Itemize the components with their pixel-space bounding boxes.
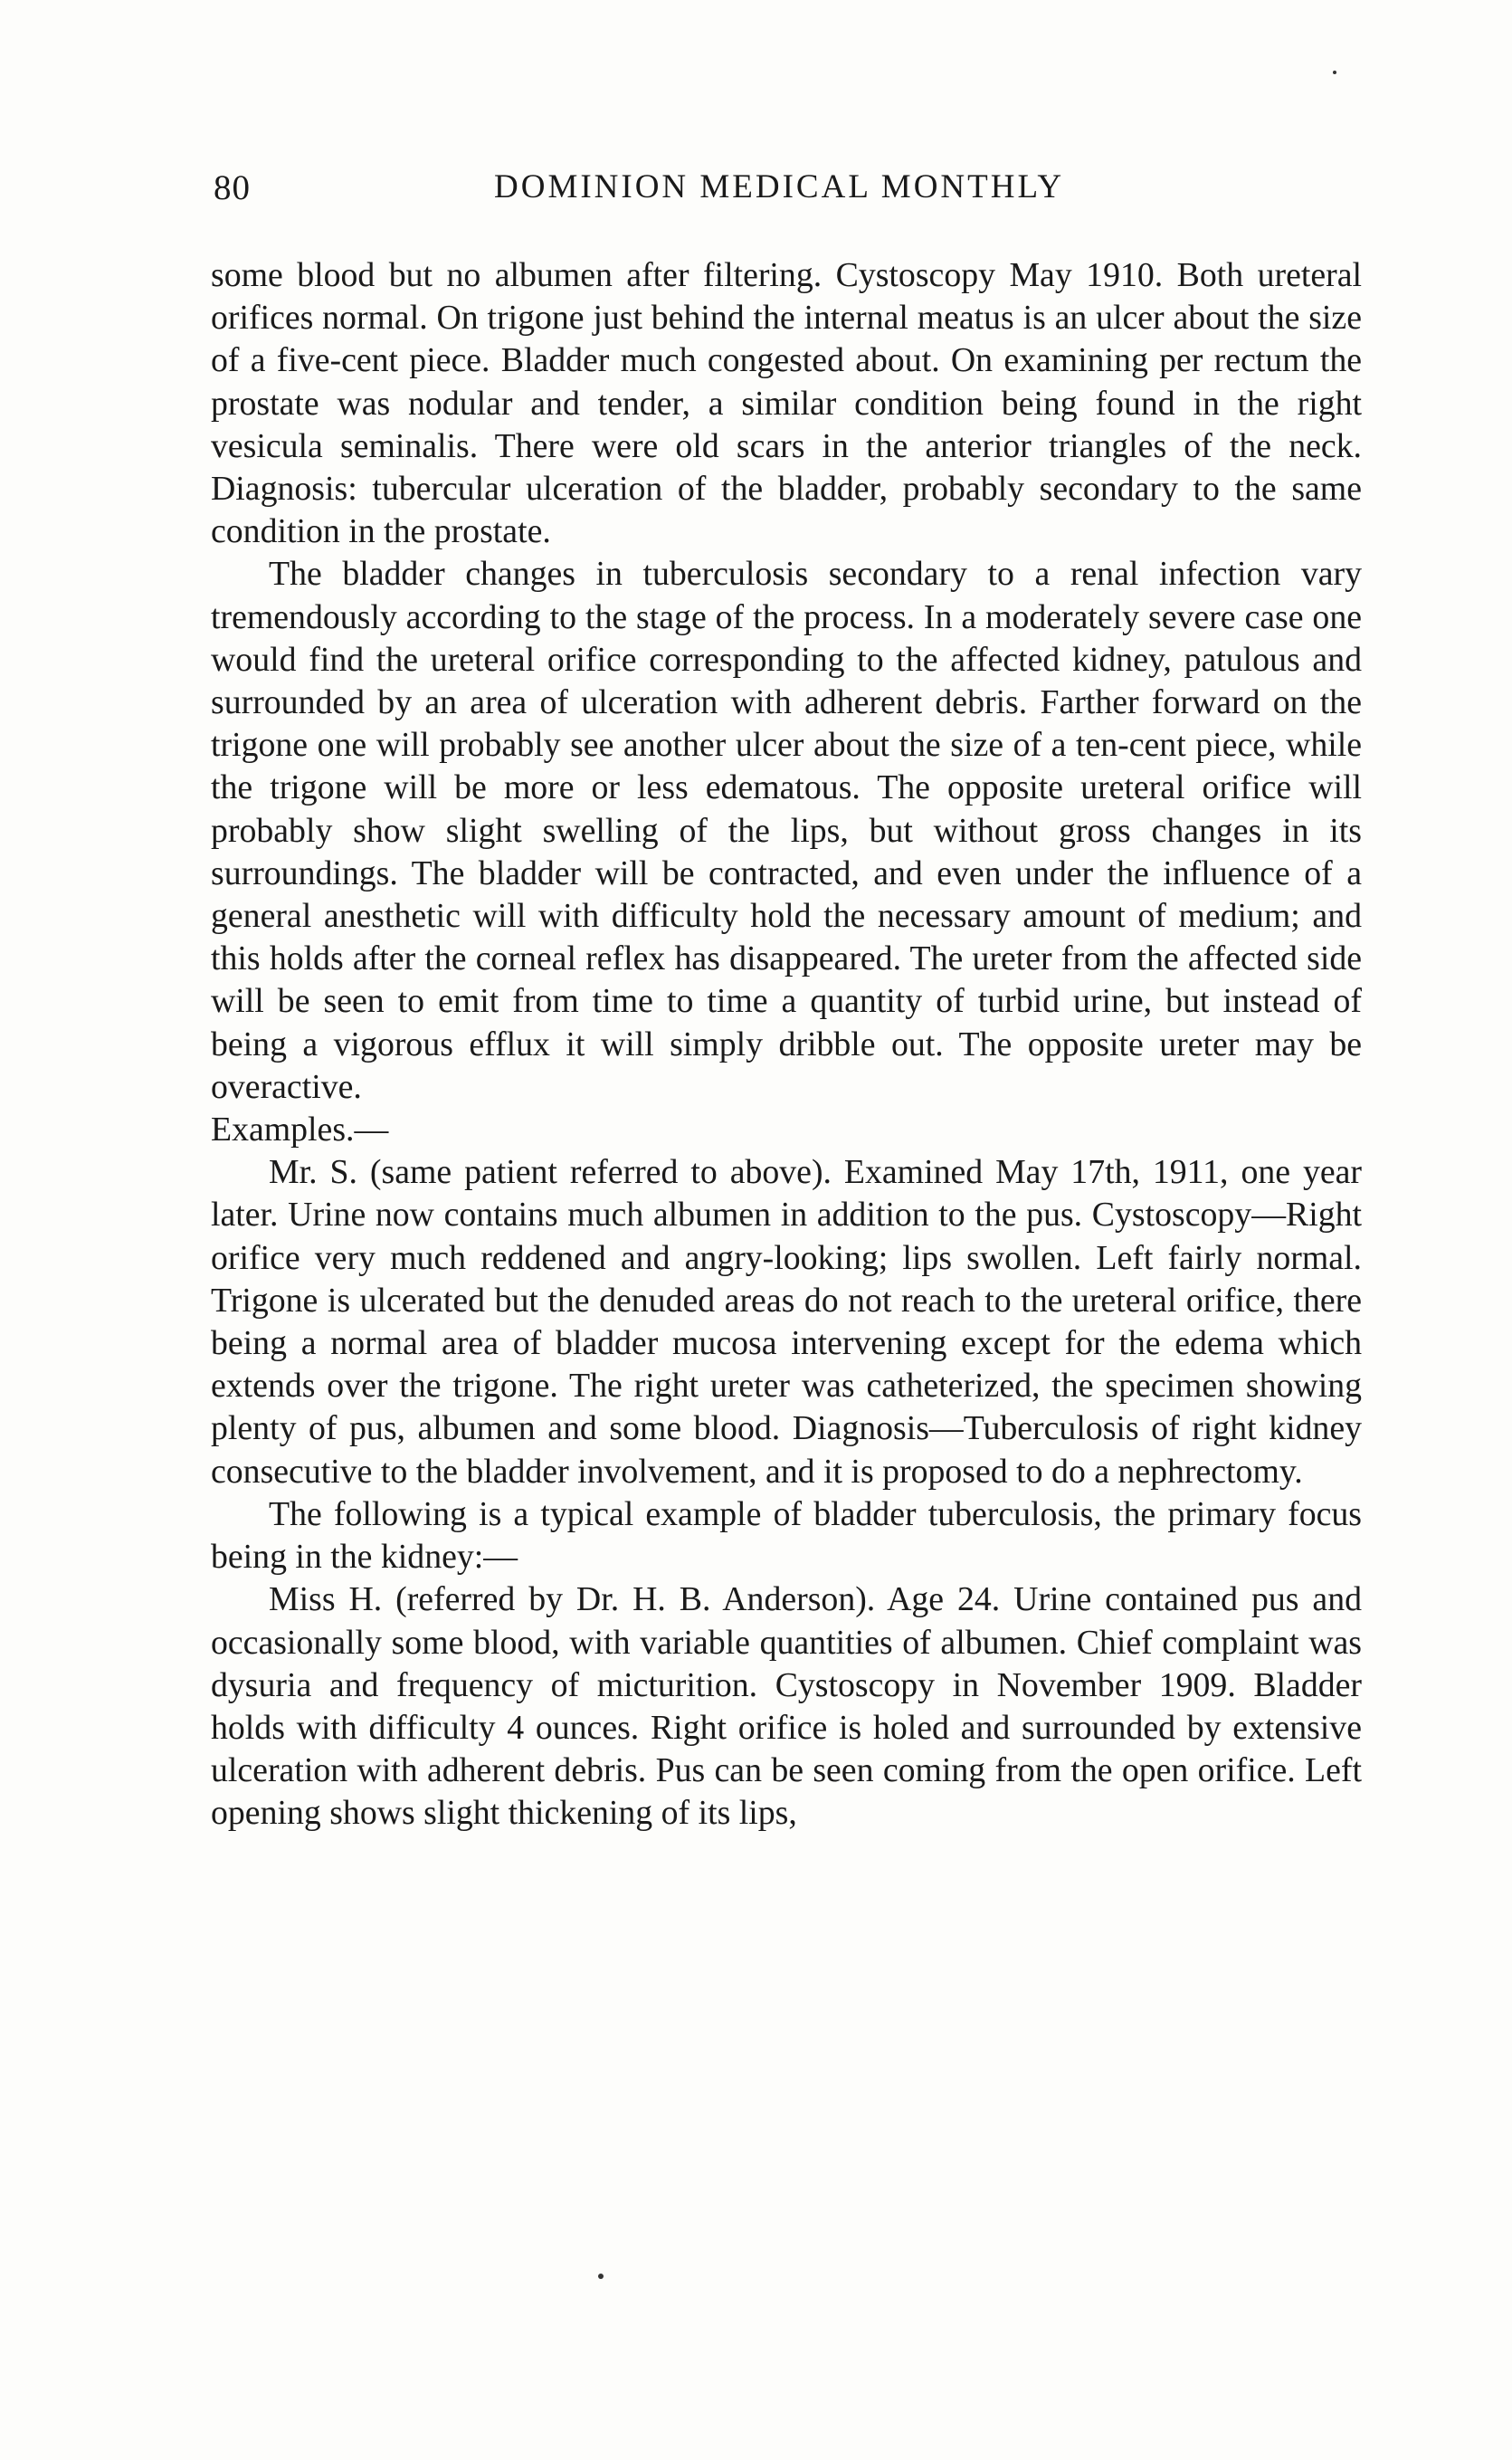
- paragraph-case-miss-h: Miss H. (referred by Dr. H. B. Anderson). Age 24. Urine contained pus and occasionally some blood, with variable quantities of albumen. Chief complaint was dysuria and frequency of micturition. Cystoscopy in November 1909. Bladder holds with difficulty 4 ounces. Right orifice is holed and surrounded by extensive ulceration with adherent debris. Pus can be seen coming from the open orifice. Left opening shows slight thickening of its lips,: [211, 1580, 1362, 1833]
- paragraph-bladder-changes: The bladder changes in tuberculosis secondary to a renal infection vary tremendously according to the stage of the process. In a moderately severe case one would find the ureteral orifice corresponding to the affected kidney, patulous and surrounded by an area of ulceration with adherent debris. Farther forward on the trigone one will probably see another ulcer about the size of a ten-cent piece, while the trigone will be more or less edematous. The opposite ureteral orifice will probably show slight swelling of the lips, but without gross changes in its surroundings. The bladder will be contracted, and even under the influence of a general anesthetic will with difficulty hold the necessary amount of medium; and this holds after the corneal reflex has disappeared. The ureter from the affected side will be seen to emit from time to time a quantity of turbid urine, but instead of being a vigorous efflux it will simply dribble out. The opposite ureter may be overactive.: [211, 555, 1362, 1106]
- page-header: [214, 167, 1363, 213]
- page-number: 80: [214, 168, 251, 207]
- ink-speck: [598, 2274, 604, 2279]
- paragraph-typical-example: The following is a typical example of bladder tuberculosis, the primary focus being in the kidney:—: [211, 1494, 1362, 1577]
- paragraph-examples-heading: Examples.—: [211, 1111, 389, 1149]
- ink-speck: [1333, 71, 1336, 74]
- article-body: [211, 254, 1362, 1835]
- running-head: DOMINION MEDICAL MONTHLY: [494, 168, 1065, 205]
- paragraph-case-mr-s: Mr. S. (same patient referred to above). Examined May 17th, 1911, one year later. Urine now contains much albumen in addition to the pus. Cystoscopy—Right orifice very much reddened and angry-looking; lips swollen. Left fairly normal. Trigone is ulcerated but the denuded areas do not reach to the ureteral orifice, there being a normal area of bladder mucosa intervening except for the edema which extends over the trigone. The right ureter was catheterized, the specimen showing plenty of pus, albumen and some blood. Diagnosis—Tuberculosis of right kidney consecutive to the bladder involvement, and it is proposed to do a nephrectomy.: [211, 1153, 1362, 1491]
- paragraph-case-continuation: some blood but no albumen after filtering. Cystoscopy May 1910. Both ureteral orifices normal. On trigone just behind the internal meatus is an ulcer about the size of a five-cent piece. Bladder much congested about. On examining per rectum the prostate was nodular and tender, a similar condition being found in the right vesicula seminalis. There were old scars in the anterior triangles of the neck. Diagnosis: tubercular ulceration of the bladder, probably secondary to the same condition in the prostate.: [211, 256, 1362, 551]
